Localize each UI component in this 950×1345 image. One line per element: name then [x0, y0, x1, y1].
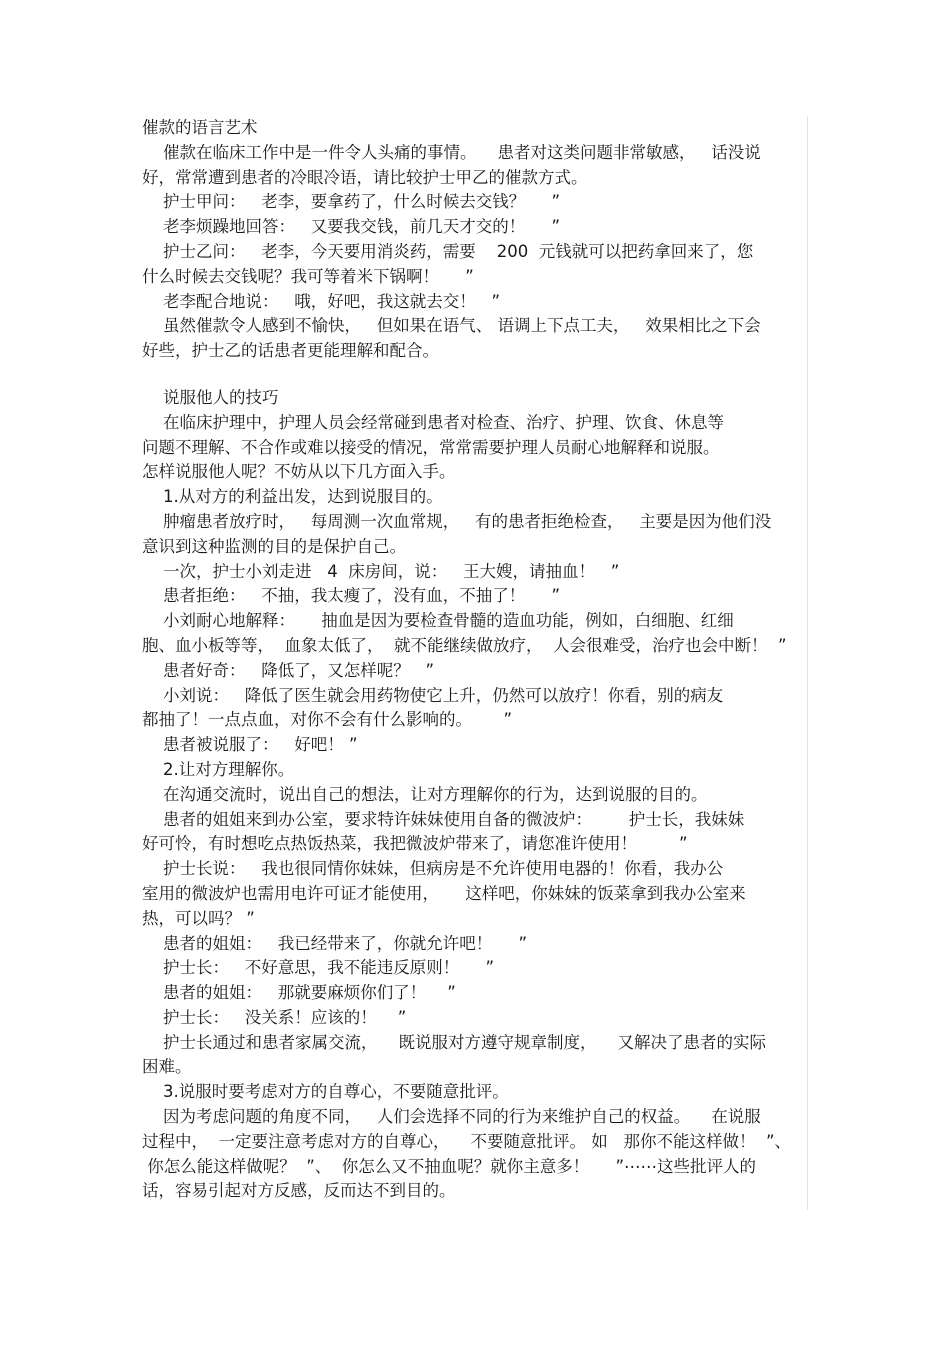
text-line: 患者好奇： 降低了，又怎样呢？ ”	[163, 660, 435, 680]
text-line: 因为考虑问题的角度不同， 人们会选择不同的行为来维护自己的权益。 在说服	[163, 1107, 761, 1127]
document-body	[142, 116, 808, 1210]
text-line: 都抽了！一点点血，对你不会有什么影响的。 ”	[142, 710, 513, 730]
text-line: 护士长通过和患者家属交流， 既说服对方遵守规章制度， 又解决了患者的实际	[163, 1032, 766, 1052]
text-line: 小刘说： 降低了医生就会用药物使它上升，仍然可以放疗！你看，别的病友	[163, 685, 724, 705]
text-line: 护士长： 不好意思，我不能违反原则！ ”	[163, 958, 495, 978]
text-line: 肿瘤患者放疗时， 每周测一次血常规， 有的患者拒绝检查， 主要是因为他们没	[163, 511, 772, 531]
text-line: 患者的姐姐： 那就要麻烦你们了！ ”	[163, 983, 456, 1003]
text-line: 什么时候去交钱呢？我可等着米下锅啊！ ”	[142, 266, 474, 286]
text-line: 2.让对方理解你。	[163, 759, 295, 779]
text-line: 问题不理解、不合作或难以接受的情况，常常需要护理人员耐心地解释和说服。	[142, 437, 720, 457]
text-line: 怎样说服他人呢？不妨从以下几方面入手。	[142, 462, 456, 482]
text-line: 过程中， 一定要注意考虑对方的自尊心， 不要随意批评。 如 那你不能这样做！ ”、	[142, 1131, 791, 1151]
text-line: 护士长： 没关系！应该的！ ”	[163, 1007, 407, 1027]
text-line: 老李烦躁地回答： 又要我交钱，前几天才交的！ ”	[163, 217, 561, 237]
text-line: 护士乙问： 老李，今天要用消炎药，需要 200 元钱就可以把药拿回来了，您	[163, 241, 754, 261]
text-line: 好些，护士乙的话患者更能理解和配合。	[142, 341, 439, 361]
section-gap	[142, 364, 803, 386]
text-line: 说服他人的技巧	[163, 387, 279, 407]
text-line: 患者拒绝： 不抽，我太瘦了，没有血，不抽了！ ”	[163, 586, 561, 606]
text-line: 你怎么能这样做呢？ ”、 你怎么又不抽血呢？就你主意多！ ”⋯⋯这些批评人的	[142, 1156, 757, 1176]
text-line: 1.从对方的利益出发，达到说服目的。	[163, 487, 443, 507]
text-line: 催款的语言艺术	[142, 118, 258, 137]
text-line: 室用的微波炉也需用电许可证才能使用， 这样吧，你妹妹的饭菜拿到我办公室来	[142, 883, 746, 903]
text-line: 好可怜，有时想吃点热饭热菜，我把微波炉带来了，请您准许使用！ ”	[142, 834, 688, 854]
text-line: 胞、血小板等等， 血象太低了， 就不能继续做放疗， 人会很难受，治疗也会中断！ ”	[142, 635, 787, 655]
text-line: 催款在临床工作中是一件令人头痛的事情。 患者对这类问题非常敏感， 话没说	[163, 142, 761, 162]
text-line: 护士甲问： 老李，要拿药了，什么时候去交钱？ ”	[163, 192, 561, 212]
text-line: 小刘耐心地解释： 抽血是因为要检查骨髓的造血功能，例如，白细胞、红细	[163, 611, 734, 631]
text-line: 患者的姐姐来到办公室，要求特许妹妹使用自备的微波炉： 护士长，我妹妹	[163, 809, 745, 829]
text-line: 在沟通交流时，说出自己的想法，让对方理解你的行为，达到说服的目的。	[163, 784, 708, 804]
text-line: 患者被说服了： 好吧！ ”	[163, 735, 358, 755]
text-line: 虽然催款令人感到不愉快， 但如果在语气、 语调上下点工夫， 效果相比之下会	[163, 316, 761, 336]
text-line: 在临床护理中，护理人员会经常碰到患者对检查、治疗、护理、饮食、休息等	[163, 412, 724, 432]
text-line: 患者的姐姐： 我已经带来了，你就允许吧！ ”	[163, 933, 528, 953]
text-line: 好，常常遭到患者的冷眼冷语，请比较护士甲乙的催款方式。	[142, 167, 588, 187]
text-line: 护士长说： 我也很同情你妹妹，但病房是不允许使用电器的！你看，我办公	[163, 859, 724, 879]
text-line: 意识到这种监测的目的是保护自己。	[142, 536, 406, 556]
text-line: 老李配合地说： 哦，好吧，我这就去交！ ”	[163, 291, 501, 311]
text-line: 3.说服时要考虑对方的自尊心，不要随意批评。	[163, 1082, 509, 1102]
text-line: 热，可以吗？ ”	[142, 908, 255, 928]
text-line: 话，容易引起对方反感，反而达不到目的。	[142, 1181, 456, 1201]
text-line: 一次，护士小刘走进 4 床房间，说： 王大嫂，请抽血！ ”	[163, 561, 620, 581]
text-line: 困难。	[142, 1057, 192, 1077]
